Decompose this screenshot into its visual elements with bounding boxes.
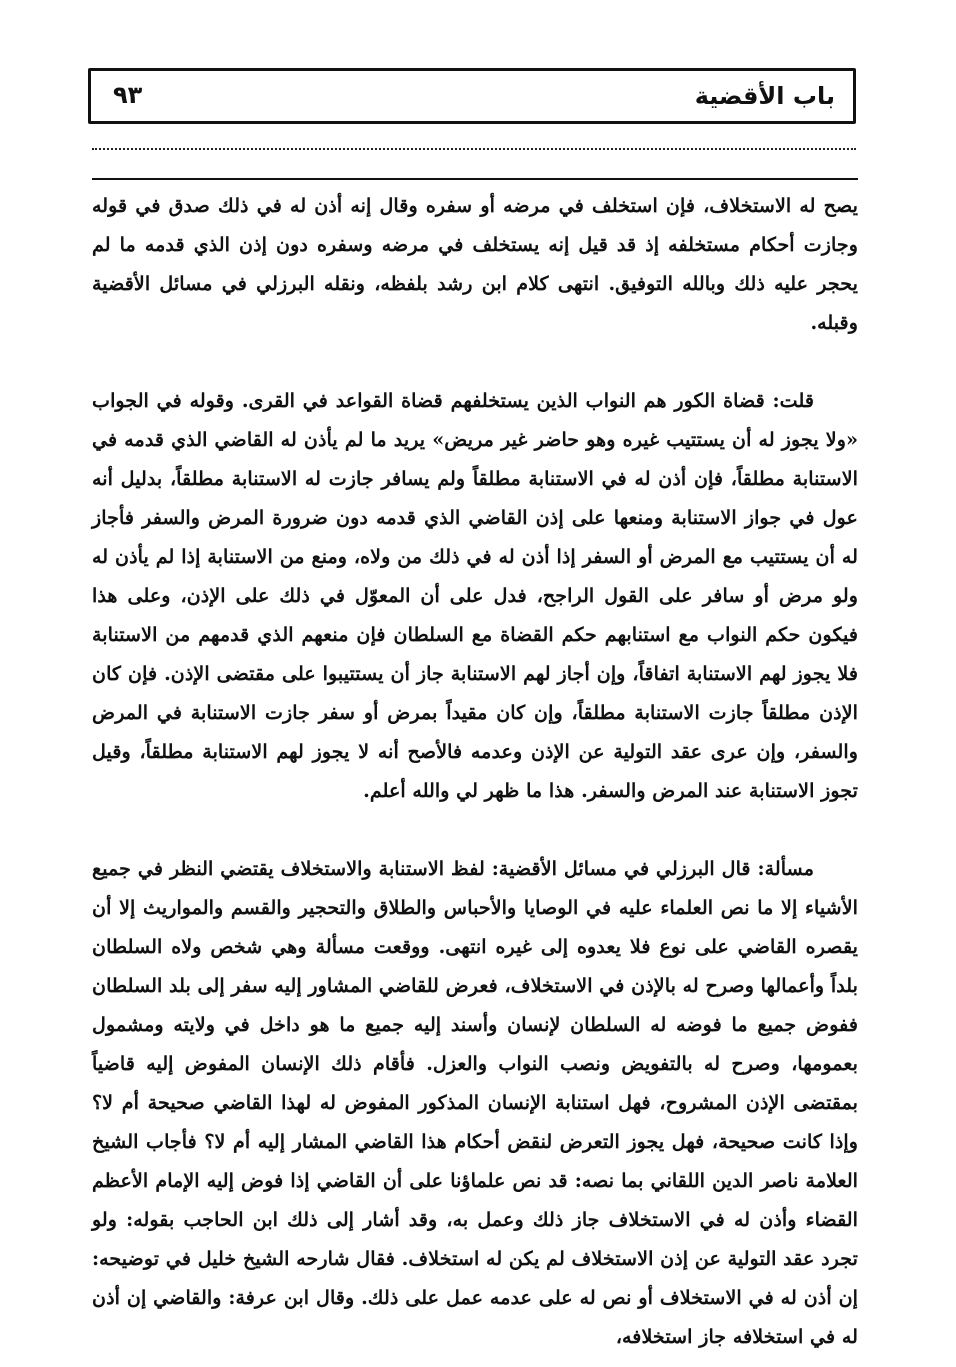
paragraph-3 xyxy=(92,849,858,1356)
chapter-title: باب الأقضية xyxy=(694,82,835,110)
dotted-separator xyxy=(92,148,856,150)
running-header xyxy=(88,68,856,124)
header-rule xyxy=(92,178,858,180)
paragraph-2-text: قلت: قضاة الكور هم النواب الذين يستخلفهم قضاة القواعد في القرى. وقوله في الجواب «ولا يجوز له أن يستتيب غيره وهو حاضر غير مريض» يريد ما لم يأذن له القاضي الذي قدمه في الاستنابة مطلقاً، فإن أذن له في الاستنابة مطلقاً ولم يسافر جازت له الاستنابة مطلقاً، بدليل أنه عول في جواز الاستنابة ومنعها على إذن القاضي الذي قدمه دون ضرورة المرض والسفر فأجاز له أن يستتيب مع المرض أو السفر إذا أذن له في ذلك من ولاه، ومنع من الاستنابة إذا لم يأذن له ولو مرض أو سافر على القول الراجح، فدل على أن المعوّل في ذلك على الإذن، وعلى هذا فيكون حكم النواب مع استنابهم حكم القضاة مع السلطان فإن منعهم الذي قدمهم من الاستنابة فلا يجوز لهم الاستنابة اتفاقاً، وإن أجاز لهم الاستنابة جاز أن يستتيبوا على مقتضى الإذن. فإن كان الإذن مطلقاً جازت الاستنابة مطلقاً، وإن كان مقيداً بمرض أو سفر جازت الاستنابة في المرض والسفر، وإن عرى عقد التولية عن الإذن وعدمه فالأصح أنه لا يجوز لهم الاستنابة مطلقاً، وقيل تجوز الاستنابة عند المرض والسفر. هذا ما ظهر لي والله أعلم. xyxy=(92,389,858,802)
paragraph-1: يصح له الاستخلاف، فإن استخلف في مرضه أو سفره وقال إنه أذن له في ذلك صدق في قوله وجازت أحكام مستخلفه إذ قد قيل إنه يستخلف في مرضه وسفره دون إذن الذي قدمه ما لم يحجر عليه ذلك وبالله التوفيق. انتهى كلام ابن رشد بلفظه، ونقله البرزلي في مسائل الأقضية وقبله. xyxy=(92,194,858,334)
paragraph-2 xyxy=(92,381,858,810)
page-number: ٩٣ xyxy=(113,81,143,109)
body-text xyxy=(92,186,858,1356)
paragraph-3-text: مسألة: قال البرزلي في مسائل الأقضية: لفظ الاستنابة والاستخلاف يقتضي النظر في جميع الأشياء إلا ما نص العلماء عليه في الوصايا والأحباس والطلاق والتحجير والقسم والمواريث إلا أن يقصره القاضي على نوع فلا يعدوه إلى غيره انتهى. ووقعت مسألة وهي شخص ولاه السلطان بلداً وأعمالها وصرح له بالإذن في الاستخلاف، فعرض للقاضي المشاور إليه سفر إلى بلد السلطان ففوض جميع ما فوضه له السلطان لإنسان وأسند إليه جميع ما هو داخل في ولايته ومشمول بعمومها، وصرح له بالتفويض ونصب النواب والعزل. فأقام ذلك الإنسان المفوض إليه قاضياً بمقتضى الإذن المشروح، فهل استنابة الإنسان المذكور المفوض له لهذا القاضي صحيحة أم لا؟ وإذا كانت صحيحة، فهل يجوز التعرض لنقض أحكام هذا القاضي المشار إليه أم لا؟ فأجاب الشيخ العلامة ناصر الدين اللقاني بما نصه: قد نص علماؤنا على أن القاضي إذا فوض إليه الإمام الأعظم القضاء وأذن له في الاستخلاف جاز ذلك وعمل به، وقد أشار إلى ذلك ابن الحاجب بقوله: ولو تجرد عقد التولية عن إذن الاستخلاف لم يكن له استخلاف. فقال شارحه الشيخ خليل في توضيحه: إن أذن له في الاستخلاف أو نص له على عدمه عمل على ذلك. وقال ابن عرفة: والقاضي إن أذن له في استخلافه جاز استخلافه، xyxy=(92,857,858,1348)
